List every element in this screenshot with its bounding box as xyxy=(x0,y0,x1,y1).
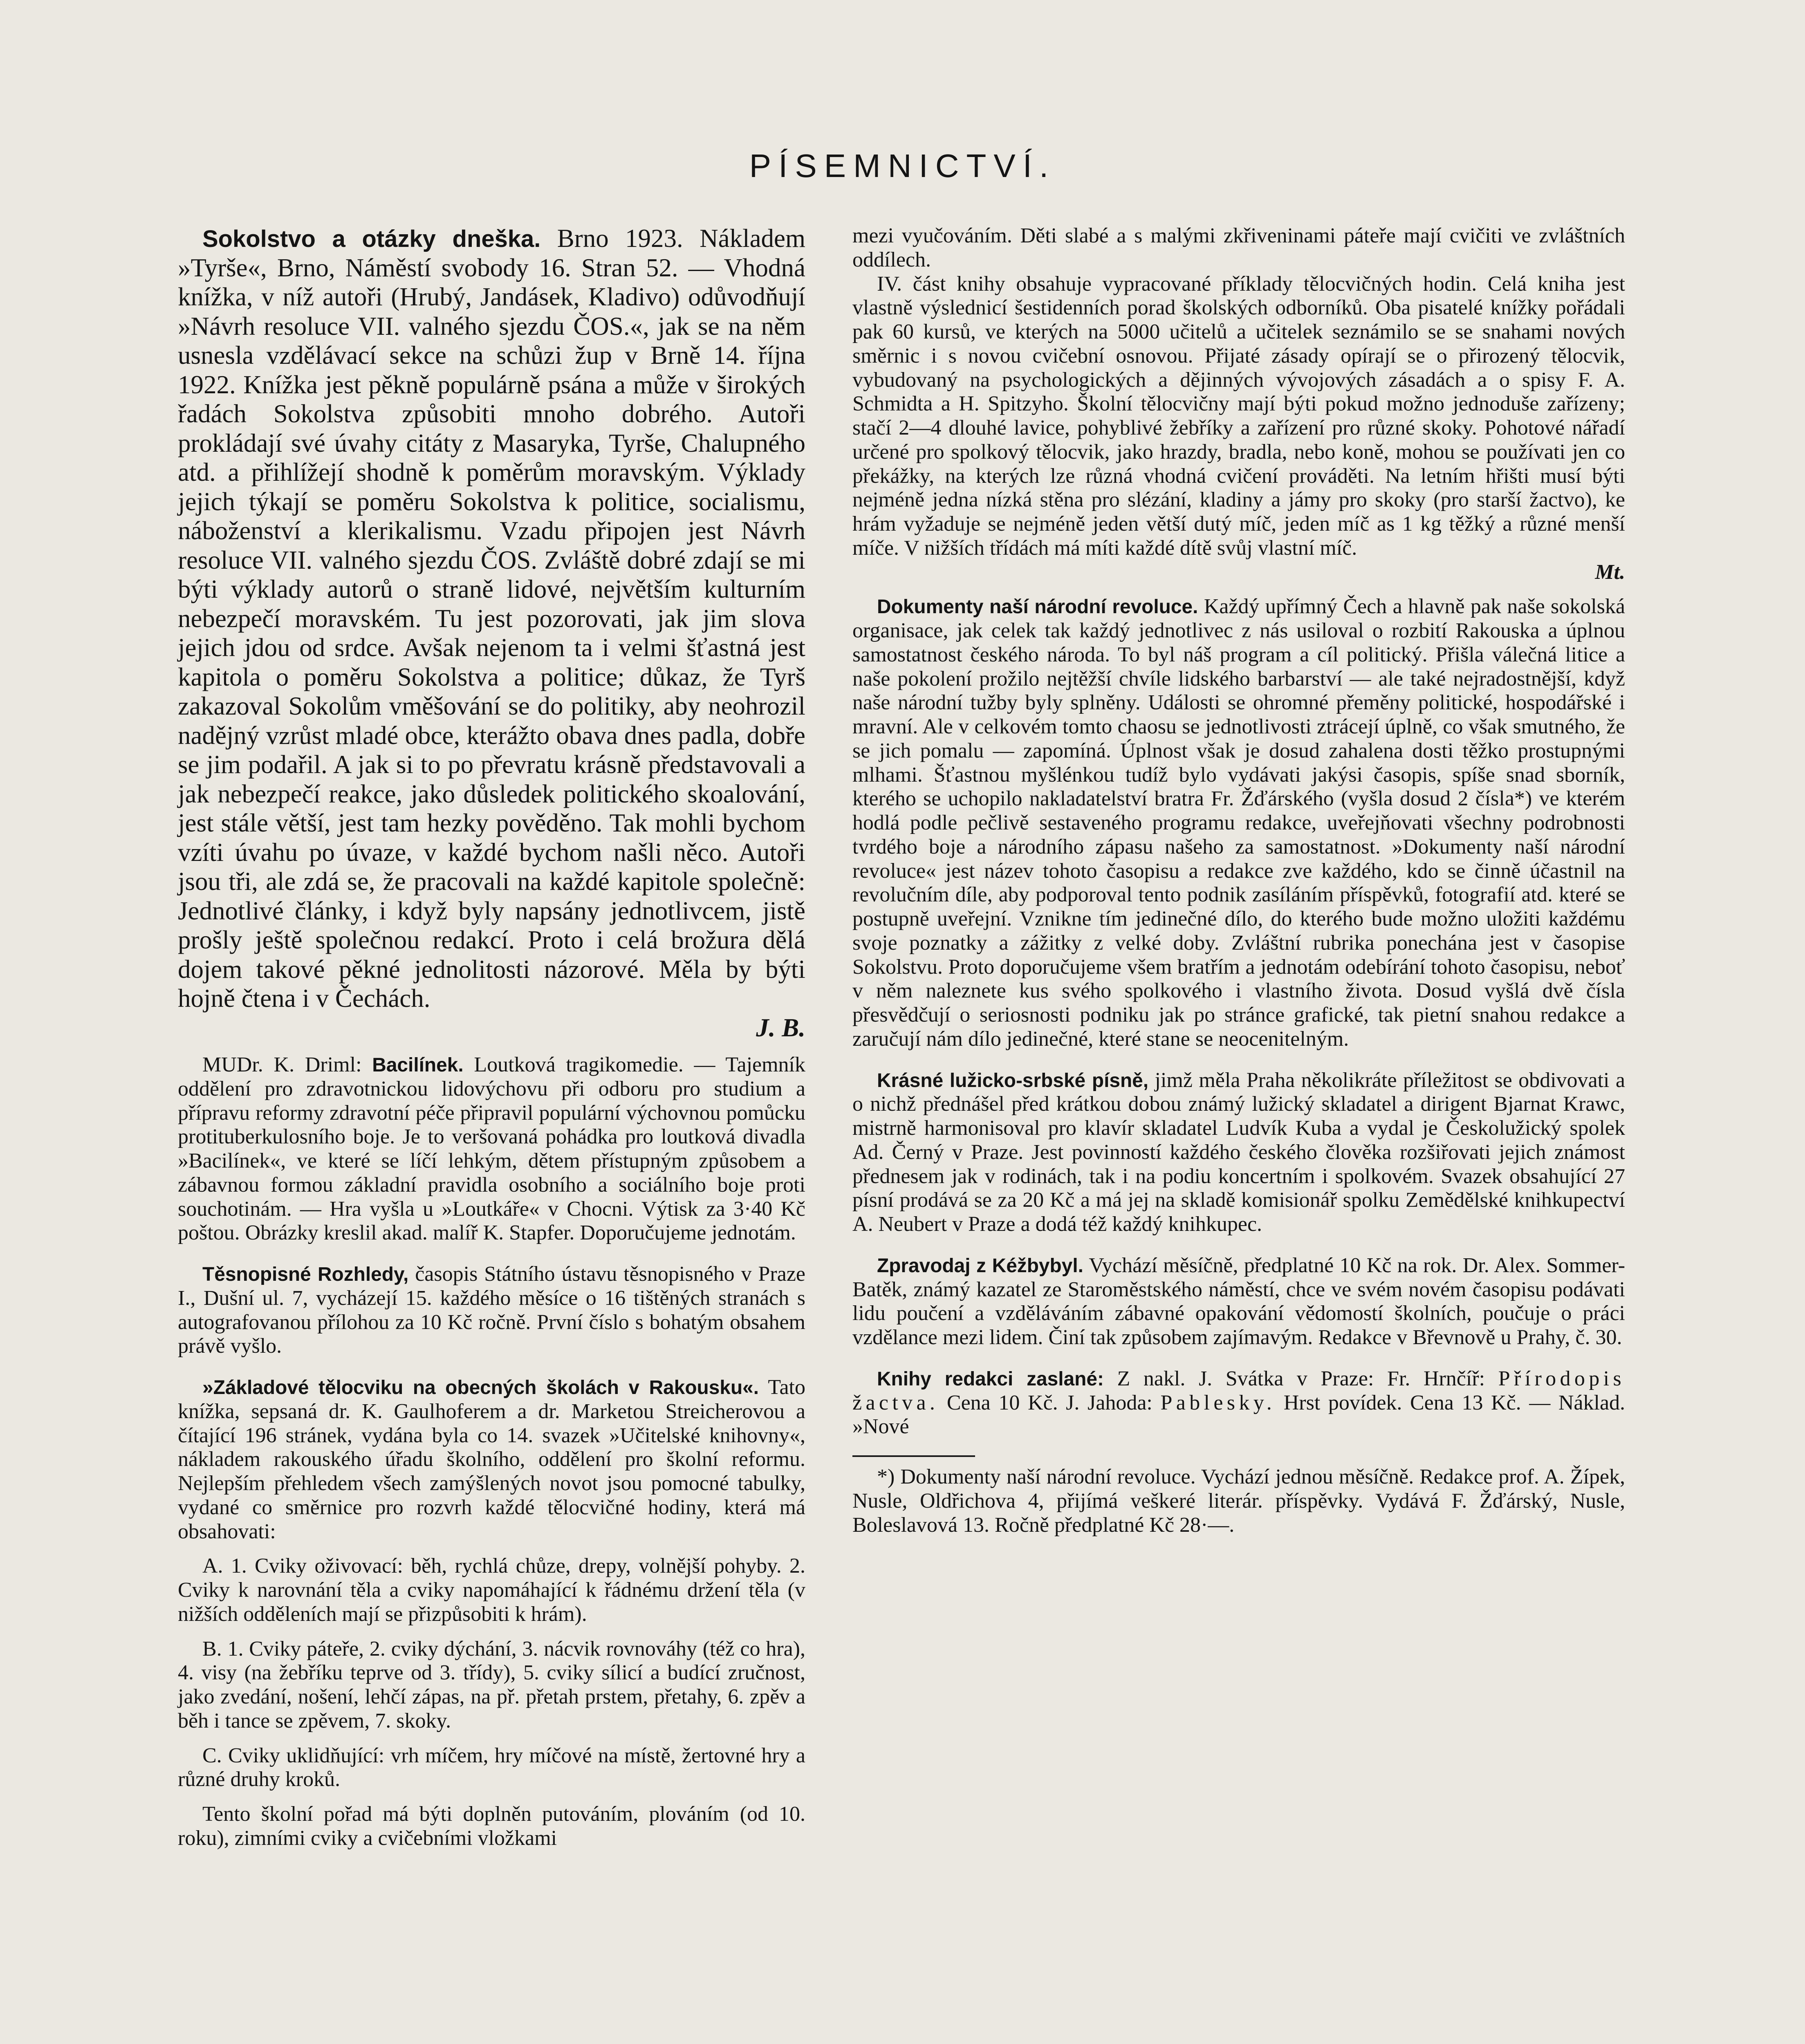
list-section-b: B. 1. Cviky páteře, 2. cviky dýchání, 3. nácvik rovnováhy (též co hra), 4. visy (na žebříku teprve od 3. třídy), 5. cviky sílicí a budící zručnost, jako zvedání, nošení, lehčí zápas, na př. přetah prstem, přetahy, 6. zpěv a běh i tance se zpěvem, 7. skoky. xyxy=(178,1637,805,1732)
list-section-a: A. 1. Cviky oživovací: běh, rychlá chůze, drepy, volnější pohyby. 2. Cviky k narovnání těla a cviky napomáhající k řádnému držení těla (v nižších odděleních mají se přizpůsobiti k hrám). xyxy=(178,1554,805,1626)
footnote-divider xyxy=(852,1455,975,1457)
book-title: Pablesky. xyxy=(1160,1391,1276,1414)
review-heading: Dokumenty naší národní revoluce. xyxy=(877,596,1198,618)
review-dokumenty xyxy=(852,595,1625,1051)
review-heading: »Základové tělocviku na obecných školách v Rakousku«. xyxy=(202,1377,759,1399)
list-section-c: C. Cviky uklidňující: vrh míčem, hry míčové na místě, žertovné hry a různé druhy kroků. xyxy=(178,1744,805,1791)
review-heading: Zpravodaj z Kéžbybyl. xyxy=(877,1255,1083,1277)
footnote xyxy=(852,1465,1625,1537)
review-text: Brno 1923. Nákladem »Tyrše«, Brno, Náměstí svobody 16. Stran 52. — Vhodná knížka, v níž autoři (Hrubý, Jandásek, Kladivo) odůvodňují »Návrh resoluce VII. valného sjezdu ČOS.«, jak se na něm usnesla vzdělávací sekce na schůzi žup v Brně 14. října 1922. Knížka jest pěkně populárně psána a může v širokých řadách Sokolstva způsobiti mnoho dobrého. Autoři prokládají své úvahy citáty z Masaryka, Tyrše, Chalupného atd. a přihlížejí shodně k poměrům moravským. Výklady jejich týkají se poměru Sokolstva k politice, socialismu, náboženství a klerikalismu. Vzadu připojen jest Návrh resoluce VII. valného sjezdu ČOS. Zvláště dobré zdají se mi býti výklady autorů o straně lidové, největším kulturním nebezpečí moravském. Tu jest pozorovati, jak jim slova jejich jdou od srdce. Avšak nejenom ta i velmi šťastná jest kapitola o poměru Sokolstva a politice; důkaz, že Tyrš zakazoval Sokolům vměšování se do politiky, aby neohrozil nadějný vzrůst mladé obce, kterážto obava dnes padla, dobře se jim podařil. A jak si to po převratu krásně představovali a jak nebezpečí reakce, jako důsledek politického skoalování, jest stále větší, jest tam hezky pověděno. Tak mohli bychom vzíti úvahu po úvaze, v každé bychom našli něco. Autoři jsou tři, ale zdá se, že pracovali na každé kapitole společně: Jednotlivé články, i když byly napsány jednotlivcem, jistě prošly ještě společnou redakcí. Proto i celá brožura dělá dojem takové pěkné jednolitosti názorové. Měla by býti hojně čtena i v Čechách. xyxy=(178,224,805,1013)
review-sokolstvo xyxy=(178,224,805,1042)
review-text: Vychází měsíčně, předplatné 10 Kč na rok. Dr. Alex. Sommer-Batěk, známý kazatel ze Staroměstského náměstí, chce ve svém novém časopisu podávati lidu poučení a vzděláváním zábavné opakování vědomostí školních, poučuje o práci vzdělance mezi lidem. Činí tak způsobem zajímavým. Redakce v Břevnově u Prahy, č. 30. xyxy=(852,1253,1626,1349)
review-tesnopisne xyxy=(178,1262,805,1358)
review-text: jimž měla Praha několikráte příležitost se obdivovati a o nichž přednášel před krátkou dobou známý lužický skladatel a dirigent Bjarnat Krawc, mistrně harmonisoval pro klavír skladatel Ludvík Kuba a vydal je Českolužický spolek Ad. Černý v Praze. Jest povinností každého českého člověka rozšiřovati jejich známost přednesem jak v rodinách, tak i na podiu koncertním i spolkovém. Svazek obsahující 27 písní prodává se za 20 Kč a má jej na skladě komisionář spolku Zemědělské knihkupectví A. Neubert v Praze a dodá též každý knihkupec. xyxy=(852,1068,1625,1236)
right-column xyxy=(852,224,1625,1537)
review-zpravodaj xyxy=(852,1254,1625,1350)
review-zakladove xyxy=(178,1376,805,1851)
left-column xyxy=(178,224,805,1851)
review-signature: J. B. xyxy=(756,1013,805,1042)
review-text: Tato knížka, sepsaná dr. K. Gaulhoferem a dr. Marketou Streicherovou a čítající 196 stránek, vydána byla co 14. svazek »Učitelské knihovny«, nákladem rakouského úřadu školního, oddělení pro školní reformu. Nejlepším přehledem všech zamýšlených novot jsou pomocné tabulky, vydané co směrnice pro rozvrh každé tělocvičné hodiny, která má obsahovati: xyxy=(178,1376,805,1543)
review-heading: Krásné lužicko-srbské písně, xyxy=(877,1069,1149,1091)
review-zakladove-cont xyxy=(852,224,1625,584)
review-text: Každý upřímný Čech a hlavně pak naše sokolská organisace, jak celek tak každý jednotlivec z nás usiloval o rozbití Rakouska a úplnou samostatnost českého národa. To byl náš program a cíl politický. Přišla válečná litice a naše pokolení prožilo nejtěžší chvíle lidského barbarství — ale také nejradostnější, když naše národní tužby byly splněny. Události se ohromné přeměny politické, hospodářské i mravní. Ale v celkovém tomto chaosu se jednotlivosti ztrácejí úplně, co však smutného, že se jich pomalu — zapomíná. Úplnost však je dosud zahalena dosti těžko prostupnými mlhami. Šťastnou myšlénkou tudíž bylo vydávati jakýsi časopis, spíše snad sborník, kterého se uchopilo nakladatelství bratra Fr. Žďárského (vyšla dosud 2 čísla*) ve kterém hodlá podle pečlivě sestaveného programu redakce, uveřejňovati všechny podrobnosti tvrdého boje a národního zápasu našeho za samostatnost. »Dokumenty naší národní revoluce« jest název tohoto časopisu a redakce zve každého, kdo se činně účastnil na revolučním díle, aby podporoval tento podnik zasíláním příspěvků, fotografií atd. které se postupně uveřejní. Vznikne tím jedinečné dílo, do kterého bude možno uložiti každému svoje poznatky a zážitky z velké doby. Zvláštní rubrika ponechána jest v časopise Sokolstvu. Proto doporučujeme všem bratřím a jednotám odebírání tohoto časopisu, neboť v něm naleznete kus svého spolkového i vlastního života. Dosud vyšlá dvě čísla přesvědčují o seriosnosti podniku jak po stránce grafické, tak pietní snahou redakce a zaručují nám dílo jedinečné, které stane se neocenitelným. xyxy=(852,595,1626,1051)
page-title: PÍSEMNICTVÍ. xyxy=(749,148,1056,184)
review-text: Cena 10 Kč. J. Jahoda: xyxy=(946,1391,1153,1414)
books-received xyxy=(852,1367,1625,1439)
review-heading: Sokolstvo a otázky dneška. xyxy=(202,226,541,252)
review-bacilinek xyxy=(178,1053,805,1245)
review-text-end: Tento školní pořad má býti doplněn putováním, plováním (od 10. roku), zimními cviky a cvičebními vložkami xyxy=(178,1802,805,1850)
review-heading: Knihy redakci zaslané: xyxy=(877,1368,1104,1390)
review-author: MUDr. K. Driml: xyxy=(202,1053,362,1076)
review-text: mezi vyučováním. Děti slabé a s malými zkřiveninami páteře mají cvičiti ve zvláštních oddílech. xyxy=(852,224,1625,271)
review-heading: Těsnopisné Rozhledy, xyxy=(202,1264,409,1285)
review-text: Z nakl. J. Svátka v Praze: Fr. Hrnčíř: xyxy=(1117,1367,1485,1390)
review-signature: Mt. xyxy=(1595,560,1625,584)
footnote-text: *) Dokumenty naší národní revoluce. Vychází jednou měsíčně. Redakce prof. A. Žípek, Nusle, Oldřichova 4, přijímá veškeré literár. příspěvky. Vydává F. Žďárský, Nusle, Boleslavová 13. Ročně předplatné Kč 28·—. xyxy=(852,1465,1625,1537)
review-text: IV. část knihy obsahuje vypracované příklady tělocvičných hodin. Celá kniha jest vlastně výslednicí šestidenních porad školských odborníků. Oba pisatelé knížky pořádali pak 60 kursů, ve kterých na 5000 učitelů a učitelek seznámilo se se snahami nových směrnic i s novou cvičební osnovou. Přijaté zásady opírají se o přirozený tělocvik, vybudovaný na psychologických a dějinných vývojových zásadách a o spisy F. A. Schmidta a H. Spitzyho. Školní tělocvičny mají býti pokud možno jednoduše zařízeny; stačí 2—4 dlouhé lavice, pohyblivé žebříky a zařízení pro různé skoky. Pohotové nářadí určené pro spolkový tělocvik, jako hrazdy, bradla, nebo koně, mohou se používati jen co překážky, na kterých lze různá vhodná cvičení prováděti. Na letním hřišti musí býti nejméně jedna nízká stěna pro slézání, kladiny a jámy pro skoky (pro starší žactvo), ke hrám vyžaduje se nejméně jeden větší dutý míč, jeden míč as 1 kg těžký a různé menší míče. V nižších třídách má míti každé dítě svůj vlastní míč. xyxy=(852,272,1625,560)
review-luzicke-pisne xyxy=(852,1069,1625,1237)
review-text: časopis Státního ústavu těsnopisného v Praze I., Dušní ul. 7, vycházejí 15. každého měsíce o 16 tištěných stranách s autografovanou přílohou za 10 Kč ročně. První číslo s bohatým obsahem právě vyšlo. xyxy=(178,1262,805,1358)
review-heading: Bacilínek. xyxy=(372,1054,464,1076)
book-title: Přírodopis žactva. xyxy=(852,1367,1625,1414)
review-text: Loutková tragikomedie. — Tajemník oddělení pro zdravotnickou lidovýchovu při odboru pro studium a přípravu reformy zdravotní péče připravil populární výchovnou pomůcku protituberkulosního boje. Je to veršovaná pohádka pro loutková divadla »Bacilínek«, ve které se líčí lehkým, dětem přístupným způsobem a zábavnou formou základní pravidla osobního a sociálního boje proti souchotinám. — Hra vyšla u »Loutkáře« v Chocni. Výtisk za 3·40 Kč poštou. Obrázky kreslil akad. malíř K. Stapfer. Doporučujeme jednotám. xyxy=(178,1053,805,1245)
review-text: Hrst povídek. Cena 13 Kč. — Náklad. »Nové xyxy=(852,1391,1626,1439)
